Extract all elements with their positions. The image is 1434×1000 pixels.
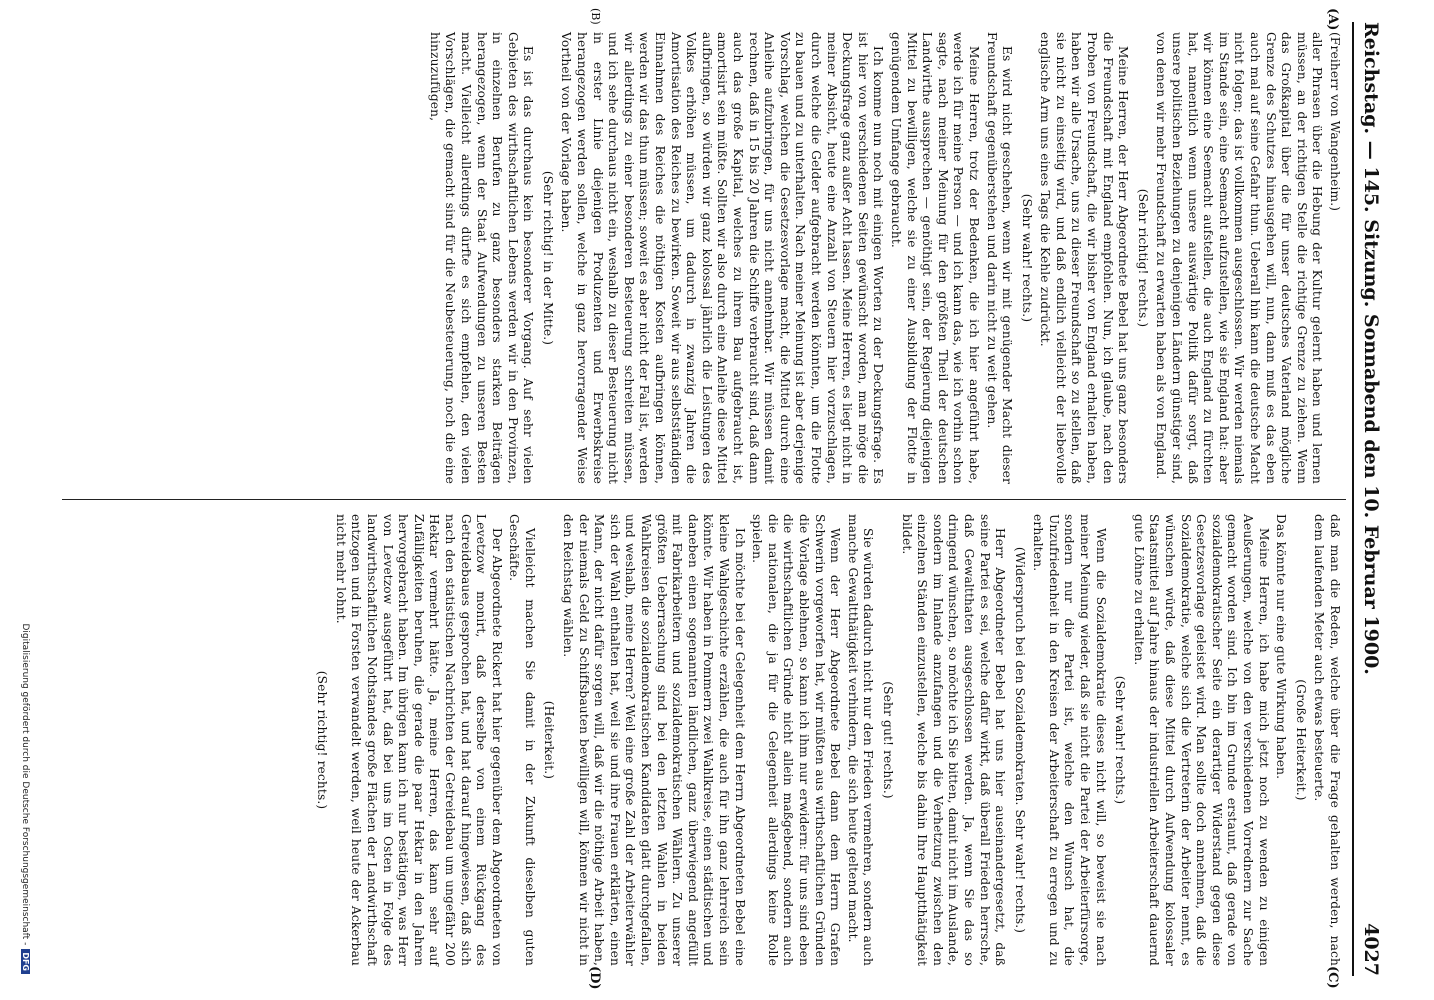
interjection: (Sehr richtig! rechts.) xyxy=(315,670,330,810)
paragraph: Wenn der Herr Abgeordnete Bebel dann dem Herrn Grafen Schwerin vorgeworfen hat, wir müßten aus wirthschaftlichen Gründen die Vorlage ablehnen, so kann ich ihm nur erwidern: für uns sind eben die wirthschaftlichen Gründe nicht allein maßgebend, sondern auch die nationalen, die ja für die Gelegenheit allerdings keine Rolle spielen. xyxy=(750,514,843,966)
paragraph: Sie würden dadurch nicht nur den Frieden vermehren, sondern auch manche Gewaltthätigkeit verhindern, die sich heute geltend macht. xyxy=(845,514,876,966)
margin-marker-d: (D) xyxy=(587,966,602,990)
dfg-logo: DFG xyxy=(21,949,30,974)
paragraph: Vielleicht machen Sie damit in der Zukunft dieselben guten Geschäfte. xyxy=(507,514,537,966)
paragraph: Herr Abgeordneter Bebel hat uns hier auseinandergesetzt, daß seine Partei es sei, welche dafür wirkt, daß überall Frieden herrsche, daß Gewaltthaten ausgeschlossen werden. Ja, wenn Sie das so dringend wünschen, so möchte ich Sie bitten, damit nicht im Auslande, sondern im Inlande anzufangen und die Verhetzung zwischen den einzelnen Ständen einzustellen, welche bis dahin Ihre Hauptthätigkeit bildet. xyxy=(899,514,1008,966)
digitization-note-text: Digitalisierung gefördert durch die Deutsche Forschungsgemeinschaft - xyxy=(20,623,30,946)
paragraph: Es ist das durchaus kein besonderer Vorgang. Auf sehr vielen Gebieten des wirthschaftlichen Lebens werden wir in den Provinzen, in einzelnen Berufen zu ganz besonders starken Beiträgen herangezogen, wenn der Staat Aufwendungen zu unseren Besten macht. Vielleicht allerdings dürfte es sich empfehlen, den vielen Vorschlägen, die gemacht sind für die Neubesteuerung, noch die eine hinzuzufügen, xyxy=(427,32,536,484)
page-header xyxy=(1352,22,1394,976)
interjection: (Heiterkeit.) xyxy=(542,700,557,780)
interjection: (Sehr wahr! rechts.) xyxy=(1019,193,1034,323)
left-column xyxy=(424,32,1342,484)
interjection: (Große Heiterkeit.) xyxy=(1293,679,1308,801)
margin-marker-a: (A) xyxy=(1325,8,1340,31)
interjection: (Sehr richtig! rechts.) xyxy=(1135,188,1150,328)
paragraph: Der Abgeordnete Rickert hat hier gegenüber dem Abgeordneten von Levetzow monirt, daß derselbe von einem Rückgang des Getreidebaues gesprochen hat, und hat darauf hingewiesen, daß sich nach den statistischen Nachrichten der Getreidebau um ungefähr 200 Hektar vermehrt hätte. Ja, meine Herren, das kann sehr auf Zufälligkeiten beruhen, die gerade die paar Hektar in den Jahren hervorgebracht haben. Im übrigen kann ich nur bestätigen, was Herr von Levetzow ausgeführt hat, daß bei uns im Osten in Folge des landwirthschaftlichen Nothstandes große Flächen der Landwirthschaft entzogen und in Forsten verwandelt werden, weil heute der Ackerbau nicht mehr lohnt. xyxy=(333,514,504,966)
paragraph: aller Phrasen über die Hebung der Kultur gelernt haben und lernen müssen, an der richtigen Stelle die richtige Grenze zu ziehen. Wenn das Großkapital über die für unser deutsches Vaterland mögliche Grenze des Schutzes hinausgehen will, nun, dann muß es das eben auch mal auf seine Gefahr thun. Ueberall hin kann die deutsche Macht nicht folgen; das ist vollkommen ausgeschlossen. Wir werden niemals im Stande sein, eine Seemacht aufzustellen, wie sie England hat: aber wir können eine Seemacht aufstellen, die auch England zu fürchten hat, namentlich wenn unsere auswärtige Politik dafür sorgt, daß unsere politischen Beziehungen zu denjenigen Ländern günstiger sind, von denen wir mehr Freundschaft zu erwarten haben als von England. xyxy=(1154,32,1325,484)
right-column xyxy=(310,514,1342,966)
page-number: 4027 xyxy=(1360,923,1382,976)
paragraph: Meine Herren, trotz der Bedenken, die ich hier angeführt habe, werde ich für meine Person — und ich kann das, wie ich vorhin schon sagte, nach meiner Meinung für den größten Theil der deutschen Landwirthe aussprechen — genöthigt sein, der Regierung diejenigen Mittel zu bewilligen, welche sie zu einer Ausbildung der Flotte in genügendem Umfange gebraucht. xyxy=(888,32,981,484)
speaker-name: (Freiherr von Wangenheim.) xyxy=(1328,32,1342,212)
paragraph: Ich komme nun noch mit einigen Worten zu der Deckungsfrage. Es ist hier von verschiedenen Seiten gewünscht worden, man möge die Deckungsfrage ganz außer Acht lassen. Meine Herren, es liegt nicht in meiner Absicht, heute eine Anzahl von Steuern hier vorzuschlagen, durch welche die Gelder aufgebracht werden könnten, um die Flotte zu bauen und zu unterhalten. Nach meiner Meinung ist aber derjenige Vorschlag, welchen die Gesetzesvorlage macht, die Mittel durch eine Anleihe aufzubringen, für uns nicht annehmbar. Wir müssen damit rechnen, daß in 15 bis 20 Jahren die Schiffe verbraucht sind, daß dann auch das große Kapital, welches zu ihrem Bau aufgebraucht ist, amortisirt sein müßte. Sollten wir also durch eine Anleihe diese Mittel aufbringen, so würden wir ganz kolossal jährlich die Leistungen des Volkes erhöhen müssen, um dadurch in zwanzig Jahren die Amortisation des Reiches zu bewirken. Soweit wir aus selbstständigen Einnahmen des Reiches die nöthigen Kosten aufbringen können, werden wir das thun müssen; soweit es aber nicht der Fall ist, werden wir allerdings zu einer besonderen Besteuerung schreiten müssen, und ich sehe durchaus nicht ein, weshalb zu dieser Besteuerung nicht in erster Linie diejenigen Produzenten und Erwerbskreise herangezogen werden sollen, welche in ganz hervorragender Weise Vortheil von der Vorlage haben. xyxy=(559,32,886,484)
header-title: Reichstag. — 145. Sitzung. Sonnabend den 10. Februar 1900. xyxy=(1360,22,1382,675)
paragraph: daß man die Reden, welche über die Frage gehalten werden, nach dem laufenden Meter auch etwas besteuerte. xyxy=(1312,514,1342,966)
paragraph: Meine Herren, ich habe mich jetzt noch zu wenden zu einigen Aeußerungen, welche von den verschiedenen Vorrednern zur Sache gemacht worden sind. Ich bin im Grunde erstaunt, daß gerade von sozialdemokratischer Seite ein derartiger Widerstand gegen diese Gesetzesvorlage geleistet wird. Man sollte doch annehmen, daß die Sozialdemokratie, welche sich die Vertreterin der Arbeiter nennt, es wünschen würde, daß diese Mittel durch Aufwendung kolossaler Staatsmittel auf Jahre hinaus der industriellen Arbeiterschaft dauernd gute Löhne zu erhalten. xyxy=(1131,514,1271,966)
column-divider xyxy=(62,499,1346,500)
interjection: (Sehr gut! rechts.) xyxy=(880,681,895,799)
interjection: (Sehr richtig! in der Mitte.) xyxy=(540,170,555,346)
interjection: (Sehr wahr! rechts.) xyxy=(1113,675,1128,805)
paragraph: Das könnte nur eine gute Wirkung haben. xyxy=(1274,514,1289,780)
margin-marker-c: (C) xyxy=(1325,966,1340,989)
paragraph: Wenn die Sozialdemokratie dieses nicht will, so beweist sie nach meiner Meinung wieder, daß sie nicht die Partei der Arbeiterfürsorge, sondern nur die Partei ist, welche den Wunsch hat, die Unzufriedenheit in den Kreisen der Arbeiterschaft zu erregen und zu erhalten. xyxy=(1031,514,1108,966)
paragraph: Es wird nicht geschehen, wenn wir mit genügender Macht dieser Freundschaft gegenüberstehen und darin nicht zu weit gehen. xyxy=(984,32,1015,484)
digitization-note xyxy=(14,34,30,974)
paragraph: Ich möchte bei der Gelegenheit dem Herrn Abgeordneten Bebel eine kleine Wahlgeschichte erzählen, die auch für ihn ganz lehrreich sein könnte. Wir haben in Pommern zwei Wahlkreise, einen städtischen und daneben einen sogenannten ländlichen, ganz überwiegend angefüllt mit Fabrikarbeitern und sozialdemokratischen Wählern. Zu unserer größten Ueberraschung sind bei den letzten Wahlen in beiden Wahlkreisen die sozialdemokratischen Kandidaten glatt durchgefallen, und weshalb, meine Herren? Weil eine große Zahl der Arbeiterwähler sich der Wahl enthalten hat, weil sie und ihre Frauen erklärten, einen Mann, der nicht dafür sorgen will, daß wir die nöthige Arbeit haben, der niemals Geld zu Schiffsbauten bewilligen will, können wir nicht in den Reichstag wählen. xyxy=(561,514,747,966)
paragraph: Meine Herren, der Herr Abgeordnete Bebel hat uns ganz besonders die Freundschaft mit England empfohlen. Nun, ich glaube, nach den Proben von Freundschaft, die wir bisher von England erhalten haben, haben wir alle Ursache, uns zu dieser Freundschaft so zu stellen, daß sie nicht zu einseitig wird, und daß endlich vielleicht der liebevolle englische Arm uns eines Tags die Kehle zudrückt. xyxy=(1038,32,1131,484)
interjection: (Widerspruch bei den Sozialdemokraten. Sehr wahr! rechts.) xyxy=(1012,546,1027,934)
margin-marker-b: (B) xyxy=(589,8,602,25)
